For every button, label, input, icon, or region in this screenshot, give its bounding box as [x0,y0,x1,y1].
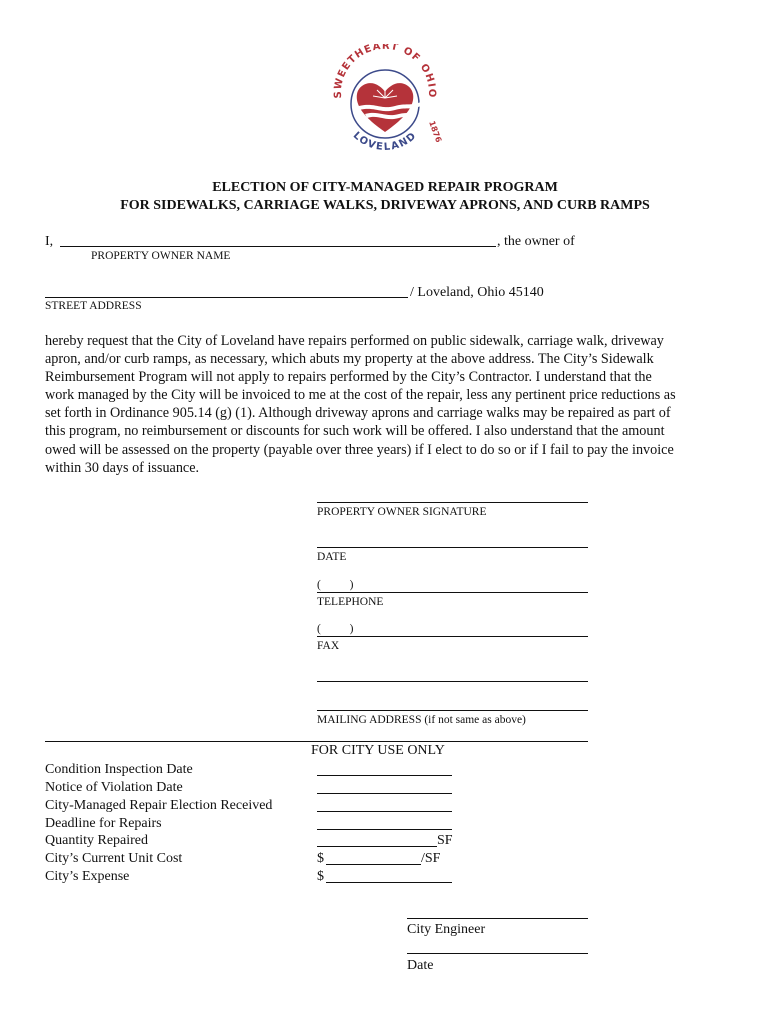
owner-suffix: , the owner of [497,234,575,249]
deadline-label: Deadline for Repairs [45,816,162,831]
unit-cost-dollar: $ [317,851,324,866]
owner-name-caption: PROPERTY OWNER NAME [91,250,231,262]
election-received-label: City-Managed Repair Election Received [45,798,273,813]
engineer-date-caption: Date [407,958,434,973]
paragraph-line: work managed by the City will be invoiced to me at the cost of the repair, less any pertinent price reductions as [45,387,676,404]
mailing-address-field-1[interactable] [317,681,588,682]
unit-cost-field[interactable] [326,864,421,865]
paragraph-line: apron, and/or curb ramps, as necessary, which abuts my property at the above address. The City’s Sidewalk [45,351,654,368]
seal-top-text: SWEETHEART OF OHIO [332,44,438,99]
svg-text:LOVELAND [351,130,419,153]
city-use-heading: FOR CITY USE ONLY [311,743,445,758]
city-expense-label: City’s Expense [45,869,130,884]
quantity-field[interactable] [317,846,437,847]
form-title-line1: ELECTION OF CITY-MANAGED REPAIR PROGRAM [212,180,558,195]
owner-signature-field[interactable] [317,502,588,503]
street-address-field[interactable] [45,297,408,298]
quantity-label: Quantity Repaired [45,833,149,848]
fax-caption: FAX [317,640,340,652]
owner-prefix: I, [45,234,54,249]
city-expense-dollar: $ [317,869,324,884]
telephone-area-code: ( ) [317,579,354,591]
city-seal [325,44,445,164]
deadline-field[interactable] [317,829,452,830]
fax-field[interactable] [317,636,588,637]
owner-name-field[interactable] [60,246,496,247]
street-address-caption: STREET ADDRESS [45,300,142,312]
owner-signature-caption: PROPERTY OWNER SIGNATURE [317,506,487,518]
request-paragraph [45,332,725,477]
loveland-seal-logo [325,44,445,164]
paragraph-line: this program, no reimbursement or discounts for such work will be offered. I also understand that the amount [45,423,665,440]
seal-bottom-text: LOVELAND [350,130,420,153]
seal-year: 1876 [427,119,444,144]
paragraph-line: Reimbursement Program will not apply to repairs performed by the City’s Contractor. I understand that the [45,369,652,386]
condition-inspection-label: Condition Inspection Date [45,762,193,777]
notice-violation-field[interactable] [317,793,452,794]
paragraph-line: hereby request that the City of Loveland have repairs performed on public sidewalk, carriage walk, driveway [45,333,664,349]
engineer-date-field[interactable] [407,953,588,954]
city-engineer-signature-field[interactable] [407,918,588,919]
quantity-unit: SF [437,833,453,848]
election-received-field[interactable] [317,811,452,812]
date-field[interactable] [317,547,588,548]
mailing-address-caption: MAILING ADDRESS (if not same as above) [317,714,526,726]
paragraph-line: set forth in Ordinance 905.14 (g) (1). Although driveway aprons and carriage walks may be repaired as part of [45,405,671,422]
date-caption: DATE [317,551,347,563]
paragraph-line: within 30 days of issuance. [45,459,200,476]
telephone-caption: TELEPHONE [317,596,384,608]
unit-cost-unit: /SF [421,851,441,866]
fax-area-code: ( ) [317,623,354,635]
notice-violation-label: Notice of Violation Date [45,780,183,795]
telephone-field[interactable] [317,592,588,593]
city-state-zip: / Loveland, Ohio 45140 [410,285,544,300]
mailing-address-field-2[interactable] [317,710,588,711]
city-expense-field[interactable] [326,882,452,883]
city-use-divider [45,741,588,742]
paragraph-line: owed will be assessed on the property (payable over three years) if I elect to do so or if I fail to pay the invoice [45,441,674,458]
form-title-line2: FOR SIDEWALKS, CARRIAGE WALKS, DRIVEWAY APRONS, AND CURB RAMPS [120,198,650,213]
city-engineer-caption: City Engineer [407,922,486,937]
condition-inspection-field[interactable] [317,775,452,776]
unit-cost-label: City’s Current Unit Cost [45,851,183,866]
